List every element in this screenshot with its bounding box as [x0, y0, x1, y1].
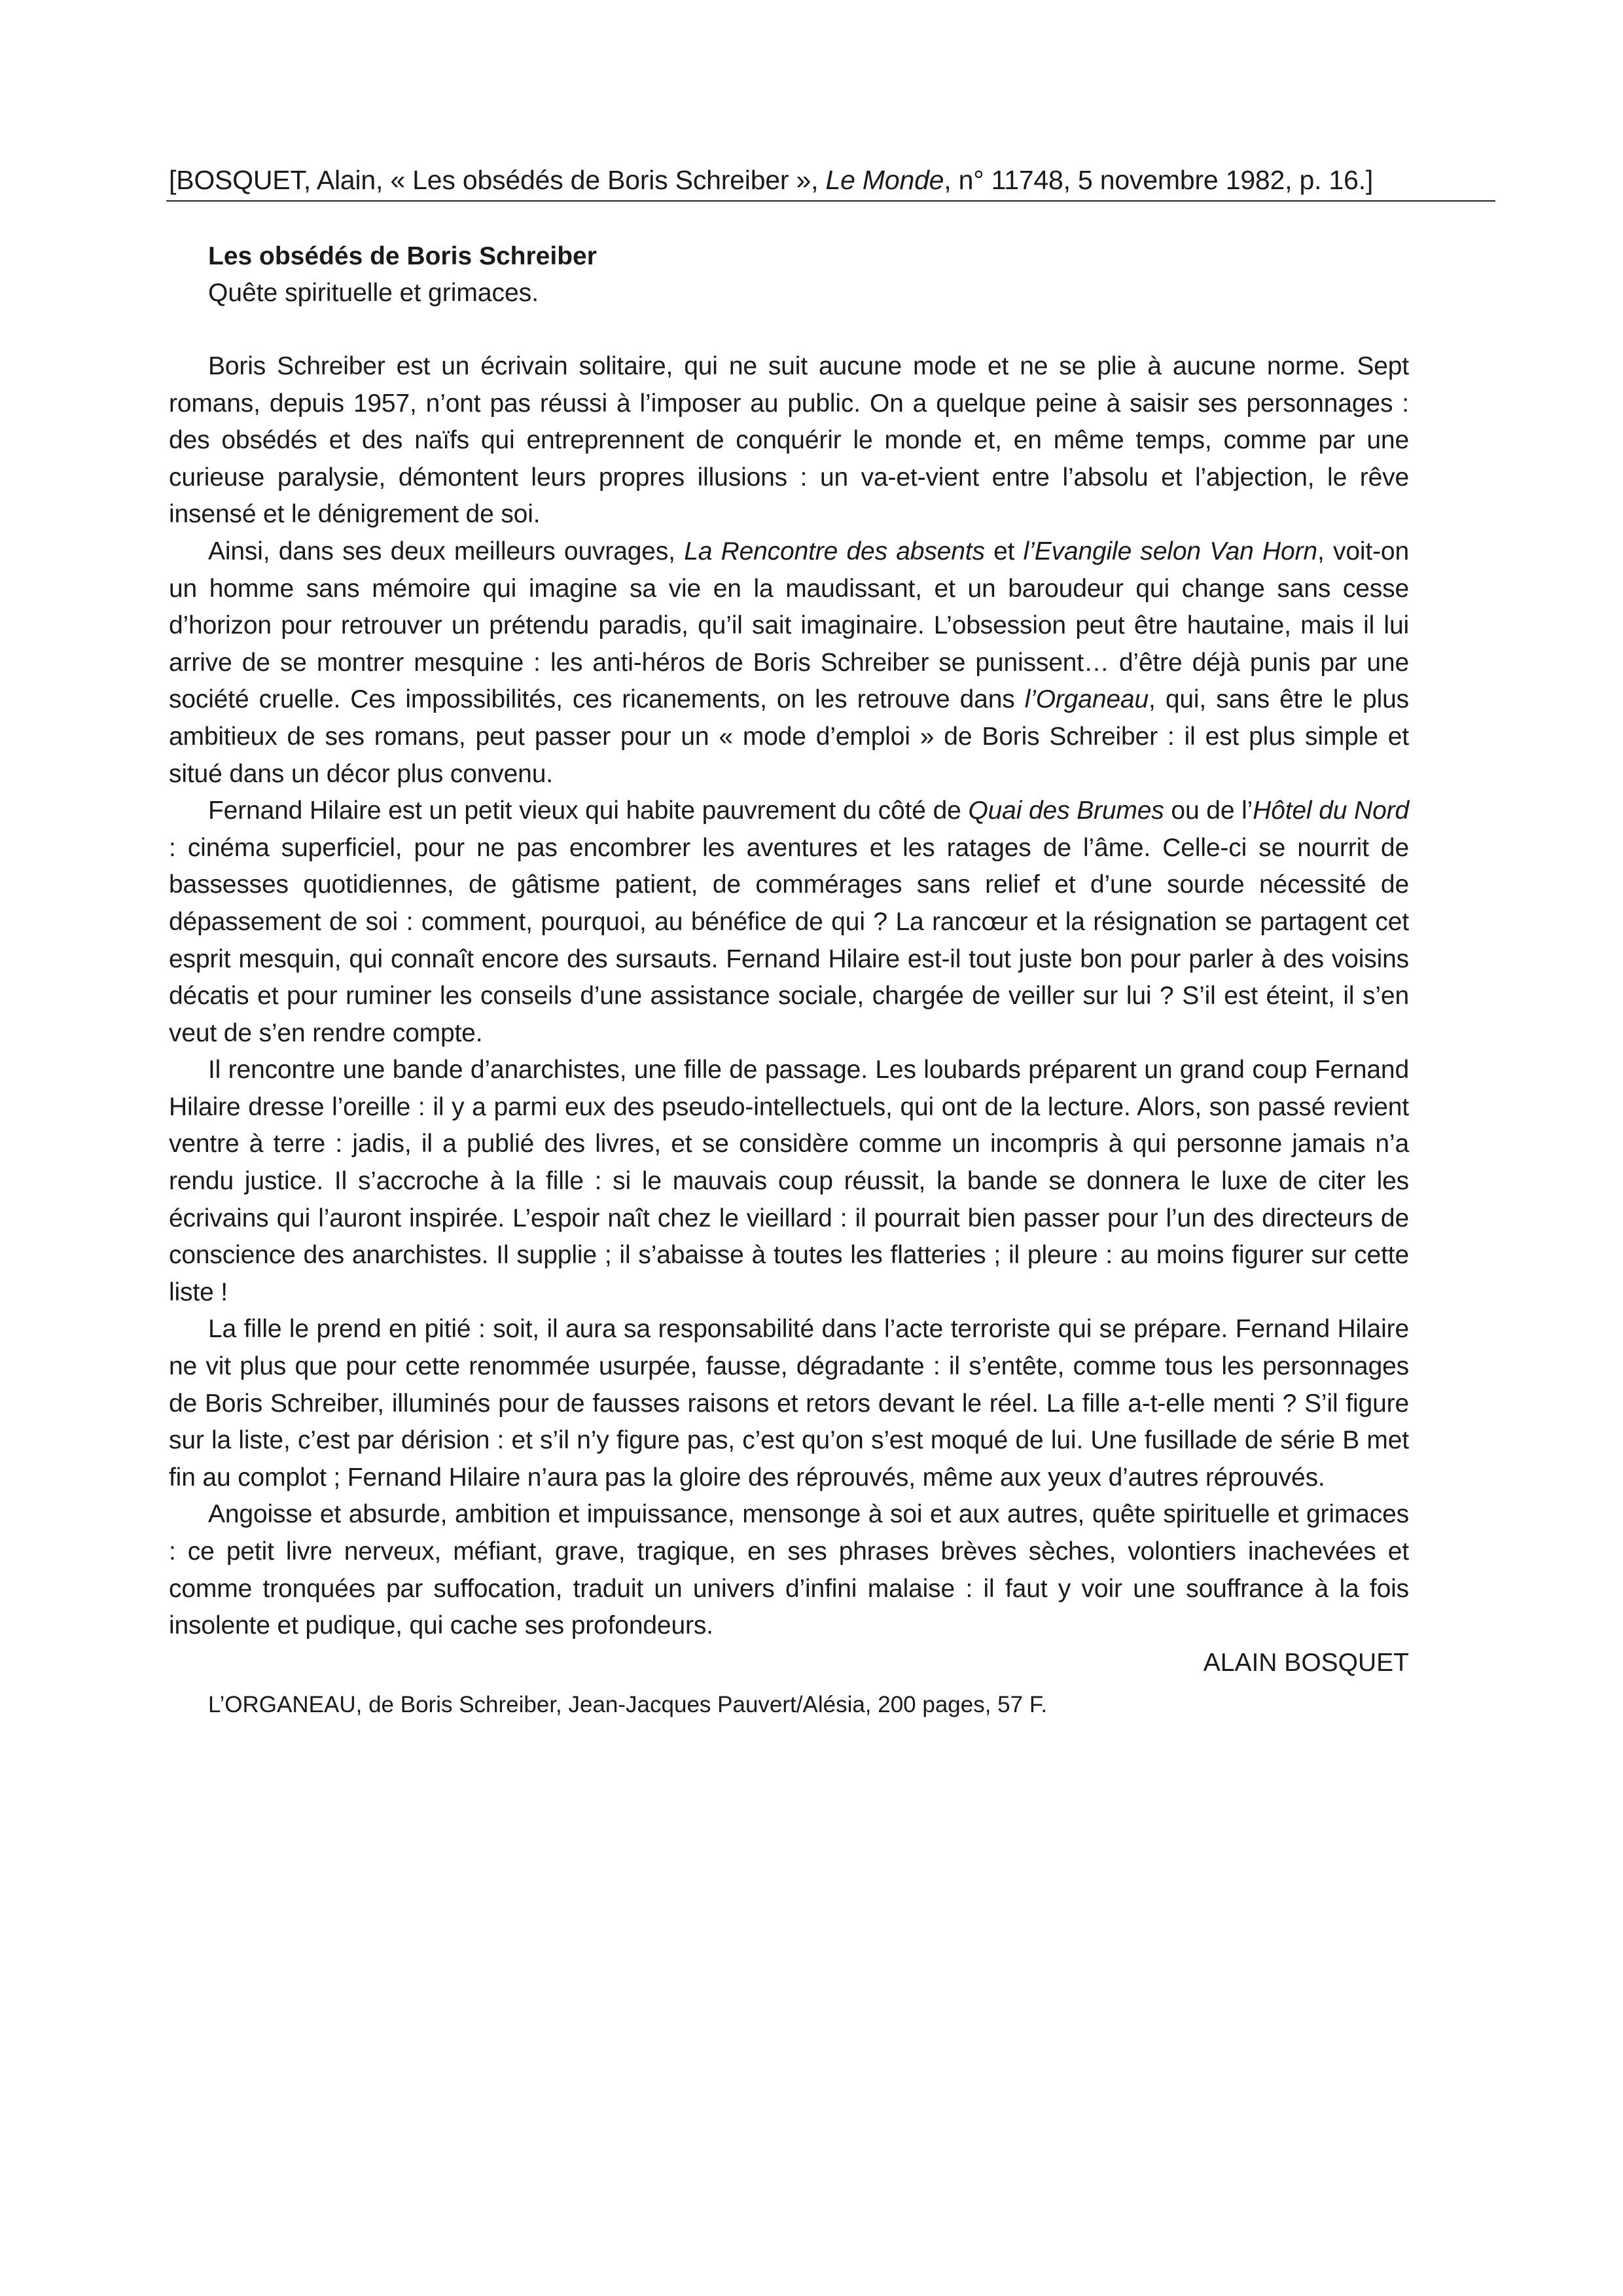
paragraph-5: La fille le prend en pitié : soit, il aura sa responsabilité dans l’acte terroriste qui se prépare. Fernand Hilaire ne vit plus que pour cette renommée usurpée, fausse, dégradante : il s’entête, comme tous les personnages de Boris Schreiber, illuminés pour de fausses raisons et retors devant le réel. La fille a-t-elle menti ? S’il figure sur la liste, c’est par dérision : et s’il n’y figure pas, c’est qu’on s’est moqué de lui. Une fusillade de série B met fin au complot ; Fernand Hilaire n’aura pas la gloire des réprouvés, même aux yeux d’autres réprouvés. [169, 1315, 1409, 1492]
paragraph-text: : cinéma superficiel, pour ne pas encombrer les aventures et les ratages de l’âme. Celle-ci se nourrit de bassesses quotidiennes, de gâtisme patient, de commérages sans relief et d’une sourde nécessité de dépassement de soi : comment, pourquoi, au bénéfice de qui ? La rancœur et la résignation se partagent cet esprit mesquin, qui connaît encore des sursauts. Fernand Hilaire est-il tout juste bon pour parler à des voisins décatis et pour ruminer les conseils d’une assistance sociale, chargée de veiller sur lui ? S’il est éteint, il s’en veut de s’en rendre compte. [169, 833, 1409, 1047]
paragraph-1: Boris Schreiber est un écrivain solitaire, qui ne suit aucune mode et ne se plie à aucune norme. Sept romans, depuis 1957, n’ont pas réussi à l’imposer au public. On a quelque peine à saisir ses personnages : des obsédés et des naïfs qui entreprennent de conquérir le monde et, en même temps, comme par une curieuse paralysie, démontent leurs propres illusions : un va-et-vient entre l’absolu et l’abjection, le rêve insensé et le dénigrement de soi. [169, 352, 1409, 529]
paragraph-text: ou de l’ [1164, 797, 1253, 825]
author-signature: ALAIN BOSQUET [1203, 1648, 1409, 1677]
book-reference: L’ORGANEAU, de Boris Schreiber, Jean-Jacques Pauvert/Alésia, 200 pages, 57 F. [208, 1691, 1048, 1717]
article-body [169, 348, 1409, 1645]
citation-text: [BOSQUET, Alain, « Les obsédés de Boris Schreiber », [169, 165, 826, 195]
article-subtitle: Quête spirituelle et grimaces. [208, 279, 539, 307]
citation-text-end: , n° 11748, 5 novembre 1982, p. 16.] [944, 165, 1374, 195]
paragraph-text: , voit-on un homme sans mémoire qui imagine sa vie en la maudissant, et un baroudeur qui change sans cesse d’horizon pour retrouver un prétendu paradis, qu’il sait imaginaire. L’obsession peut être hautaine, mais il lui arrive de se montrer mesquine : les anti-héros de Boris Schreiber se punissent… d’être déjà punis par une société cruelle. Ces impossibilités, ces ricanements, on les retrouve dans [169, 537, 1409, 714]
book-title: La Rencontre des absents [684, 537, 985, 565]
paragraph-text: , qui, sans être le plus ambitieux de ses romans, peut passer pour un « mode d’emploi » de Boris Schreiber : il est plus simple et situé dans un décor plus convenu. [169, 685, 1409, 788]
paragraph-text: Ainsi, dans ses deux meilleurs ouvrages, [208, 537, 685, 565]
citation-journal: Le Monde [825, 165, 944, 195]
film-title: Hôtel du Nord [1253, 797, 1409, 825]
paragraph-6: Angoisse et absurde, ambition et impuissance, mensonge à soi et aux autres, quête spirituelle et grimaces : ce petit livre nerveux, méfiant, grave, tragique, en ses phrases brèves sèches, volontiers inachevées et comme tronquées par suffocation, traduit un univers d’infini malaise : il faut y voir une souffrance à la fois insolente et pudique, qui cache ses profondeurs. [169, 1500, 1409, 1640]
paragraph-text: et [984, 537, 1024, 565]
citation-header [169, 161, 1471, 199]
paragraph-4: Il rencontre une bande d’anarchistes, une fille de passage. Les loubards préparent un grand coup Fernand Hilaire dresse l’oreille : il y a parmi eux des pseudo-intellectuels, qui ont de la lecture. Alors, son passé revient ventre à terre : jadis, il a publié des livres, et se considère comme un incompris à qui personne jamais n’a rendu justice. Il s’accroche à la fille : si le mauvais coup réussit, la bande se donnera le luxe de citer les écrivains qui l’auront inspirée. L’espoir naît chez le vieillard : il pourrait bien passer pour l’un des directeurs de conscience des anarchistes. Il supplie ; il s’abaisse à toutes les flatteries ; il pleure : au moins figurer sur cette liste ! [169, 1056, 1409, 1306]
article [169, 238, 1409, 1722]
paragraph-3 [169, 793, 1409, 1052]
header-divider [166, 200, 1495, 202]
article-title: Les obsédés de Boris Schreiber [208, 242, 597, 270]
paragraph-2 [169, 533, 1409, 793]
book-title: l’Evangile selon Van Horn [1023, 537, 1317, 565]
book-title: l’Organeau [1024, 685, 1149, 714]
paragraph-text: Fernand Hilaire est un petit vieux qui habite pauvrement du côté de [208, 797, 969, 825]
film-title: Quai des Brumes [968, 797, 1164, 825]
